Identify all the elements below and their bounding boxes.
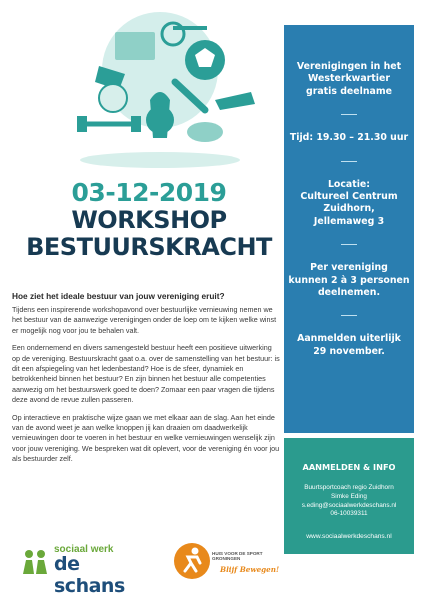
body-text — [12, 291, 280, 472]
contact-name: Simke Eding — [331, 492, 367, 500]
detail-location: Locatie: Cultureel Centrum Zuidhorn, Jellemaweg 3 — [300, 178, 398, 227]
logo-sport-slogan: Blijf Bewegen! — [220, 565, 280, 574]
event-date: 03-12-2019 — [71, 178, 227, 207]
detail-participation: Verenigingen in het Westerkwartier gratis deelname — [296, 61, 402, 97]
runner-icon — [172, 541, 212, 581]
logo-sport-text: HUIS VOOR DE SPORT GRONINGEN — [212, 551, 263, 562]
detail-deadline: Aanmelden uiterlijk 29 november. — [297, 333, 401, 357]
paragraph-board: Een ondernemend en divers samengesteld bestuur heeft een positieve uitwerking op de vereniging. Bestuurskracht gaat o.a. over de samenstelling van het bestuur: is dit een afspiegeling van het ledenbestand? Hoe is de sfeer, dynamiek en betrokkenheid binnen het bestuur? En zijn binnen het bestuur alle competenties aanwezig om het bestuurswerk goed te doen? Zomaar een paar vragen die tijdens deze avond de revue zullen passeren. — [12, 343, 280, 405]
contact-email[interactable]: s.eding@sociaalwerkdeschans.nl — [301, 501, 397, 509]
paragraph-intro: Tijdens een inspirerende workshopavond over bestuurlijke vernieuwing nemen we het bestuur van de aanwezige verenigingen onder de loep om te kijken welke winst er mogelijk nog voor jou te behalen valt. — [12, 305, 277, 335]
contact-role: Buurtsportcoach regio Zuidhorn — [304, 484, 394, 491]
contact-heading: AANMELDEN & INFO — [302, 462, 396, 472]
paragraph-approach: Op interactieve en praktische wijze gaan we met elkaar aan de slag. Aan het einde van de avond weet je aan welke knoppen jij kan draaien om daadwerkelijk vernieuwingen door te voeren in het bestuur en welke vernieuwingen wenselijk zijn voor jouw vereniging. We bespreken wat dit oplevert, voor de vereniging én voor jou als bestuurder zelf. — [12, 412, 280, 464]
contact-panel — [284, 438, 414, 554]
title-block — [18, 178, 280, 261]
divider — [341, 315, 357, 316]
event-title-line2: BESTUURSKRACHT — [26, 233, 272, 261]
divider — [341, 114, 357, 115]
logo-de-schans — [20, 544, 150, 597]
divider — [341, 244, 357, 245]
detail-time: Tijd: 19.30 – 21.30 uur — [289, 132, 409, 144]
logo-schans-small: sociaal werk — [54, 544, 114, 555]
logo-schans-big: de schans — [54, 553, 125, 597]
sports-equipment-illustration — [55, 12, 265, 172]
details-panel — [284, 25, 414, 433]
lead-question: Hoe ziet het ideale bestuur van jouw vereniging eruit? — [12, 291, 225, 301]
contact-phone[interactable]: 06-10039311 — [330, 510, 368, 518]
people-icon — [20, 546, 50, 576]
divider — [341, 161, 357, 162]
event-title-line1: WORKSHOP — [71, 206, 227, 234]
contact-website[interactable]: www.sociaalwerkdeschans.nl — [306, 533, 392, 541]
detail-participants: Per vereniging kunnen 2 à 3 personen deelnemen. — [288, 262, 410, 299]
logo-huis-voor-de-sport — [172, 541, 282, 581]
